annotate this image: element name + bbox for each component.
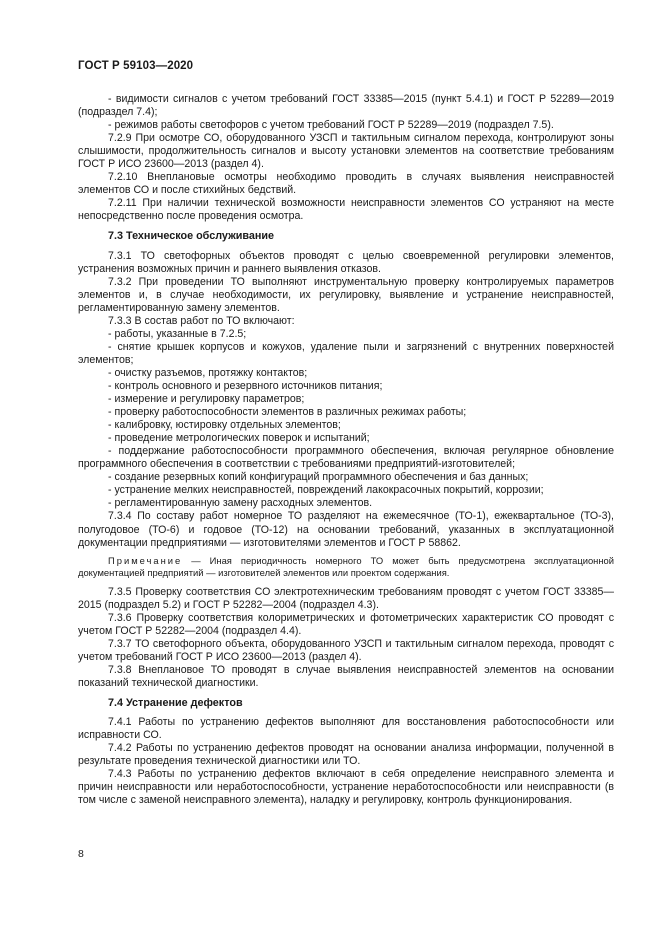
paragraph-7-2-10: 7.2.10 Внеплановые осмотры необходимо проводить в случаях выявления неисправностей элементов СО и после стихийных бедствий. xyxy=(78,171,614,197)
note-text: — Иная периодичность номерного ТО может быть предусмотрена эксплуатационной документацией предприятий — изготовителей элементов или проектом содержания. xyxy=(78,554,614,579)
list-item: - очистку разъемов, протяжку контактов; xyxy=(108,366,308,379)
paragraph-7-3-1: 7.3.1 ТО светофорных объектов проводят с целью своевременной регулировки элементов, устранения возможных причин и раннего выявления отказов. xyxy=(78,249,614,275)
list-item: - работы, указанные в 7.2.5; xyxy=(108,327,247,340)
list-item: - снятие крышек корпусов и кожухов, удаление пыли и загрязнений с внутренних поверхностей элементов; xyxy=(78,340,614,366)
list-item: - видимости сигналов с учетом требований ГОСТ 33385—2015 (пункт 5.4.1) и ГОСТ Р 52289—2019 (подраздел 7.4); xyxy=(78,93,614,119)
paragraph-7-3-7: 7.3.7 ТО светофорного объекта, оборудованного УЗСП и тактильным сигналом перехода, проводят с учетом требований ГОСТ Р ИСО 23600—2013 (раздел 4). xyxy=(78,637,614,663)
paragraph-7-3-2: 7.3.2 При проведении ТО выполняют инструментальную проверку контролируемых параметров элементов и, в случае необходимости, их регулировку, выявление и устранение неисправностей, регламентированную замену элементов. xyxy=(78,275,614,314)
list-item: - контроль основного и резервного источников питания; xyxy=(108,379,383,392)
paragraph-7-3-6: 7.3.6 Проверку соответствия колориметрических и фотометрических характеристик СО проводят с учетом ГОСТ Р 52282—2004 (подраздел 4.4). xyxy=(78,611,614,637)
list-item: - измерение и регулировку параметров; xyxy=(108,393,305,406)
paragraph-7-3-5: 7.3.5 Проверку соответствия СО электротехническим требованиям проводят с учетом ГОСТ 33385—2015 (подраздел 5.2) и ГОСТ Р 52282—2004 (подраздел 4.3). xyxy=(78,585,614,611)
paragraph-7-3-8: 7.3.8 Внеплановое ТО проводят в случае выявления неисправностей элементов на основании показаний технической диагностики. xyxy=(78,663,614,689)
paragraph-7-2-11: 7.2.11 При наличии технической возможности неисправности элементов СО устраняют на месте непосредственно после проведения осмотра. xyxy=(78,197,614,223)
paragraph-7-2-9: 7.2.9 При осмотре СО, оборудованного УЗСП и тактильным сигналом перехода, контролируют зоны слышимости, продолжительность сигналов и высоту установки элементов на соответствие требованиям ГОСТ Р ИСО 23600—2013 (раздел 4). xyxy=(78,132,614,171)
section-heading-7-4: 7.4 Устранение дефектов xyxy=(108,696,243,709)
paragraph-7-4-2: 7.4.2 Работы по устранению дефектов проводят на основании анализа информации, полученной в результате проведения технической диагностики или ТО. xyxy=(78,742,614,768)
page-number: 8 xyxy=(78,848,84,860)
list-item: - устранение мелких неисправностей, повреждений лакокрасочных покрытий, коррозии; xyxy=(108,484,544,497)
list-item: - проведение метрологических поверок и испытаний; xyxy=(108,432,370,445)
note xyxy=(78,555,614,580)
paragraph-7-3-4: 7.3.4 По составу работ номерное ТО разделяют на ежемесячное (ТО-1), ежеквартальное (ТО-3), полугодовое (ТО-6) и годовое (ТО-12) на основании требований, указанных в эксплуатационной документации предприятиями — изготовителями элементов и ГОСТ Р 58862. xyxy=(78,510,614,549)
note-label: Примечание xyxy=(108,554,183,566)
list-item: - калибровку, юстировку отдельных элементов; xyxy=(108,419,341,432)
list-item: - поддержание работоспособности программного обеспечения, включая регулярное обновление программного обеспечения в соответствии с требованиями предприятий-изготовителей; xyxy=(78,445,614,471)
section-heading-7-3: 7.3 Техническое обслуживание xyxy=(108,230,275,243)
page-header-standard-number: ГОСТ Р 59103—2020 xyxy=(78,60,194,72)
list-item: - регламентированную замену расходных элементов. xyxy=(108,497,373,510)
list-item: - режимов работы светофоров с учетом требований ГОСТ Р 52289—2019 (подраздел 7.5). xyxy=(108,119,554,132)
paragraph-7-4-1: 7.4.1 Работы по устранению дефектов выполняют для восстановления работоспособности или исправности СО. xyxy=(78,716,614,742)
list-item: - создание резервных копий конфигураций программного обеспечения и баз данных; xyxy=(108,471,529,484)
paragraph-7-4-3: 7.4.3 Работы по устранению дефектов включают в себя определение неисправного элемента и причин неисправности или неработоспособности, устранение неработоспособности или неисправности (в том числе с заменой неисправного элемента), наладку и регулировку, контроль функционирования. xyxy=(78,768,614,807)
page-body xyxy=(78,93,614,807)
list-item: - проверку работоспособности элементов в различных режимах работы; xyxy=(108,406,467,419)
paragraph-7-3-3: 7.3.3 В состав работ по ТО включают: xyxy=(108,314,295,327)
